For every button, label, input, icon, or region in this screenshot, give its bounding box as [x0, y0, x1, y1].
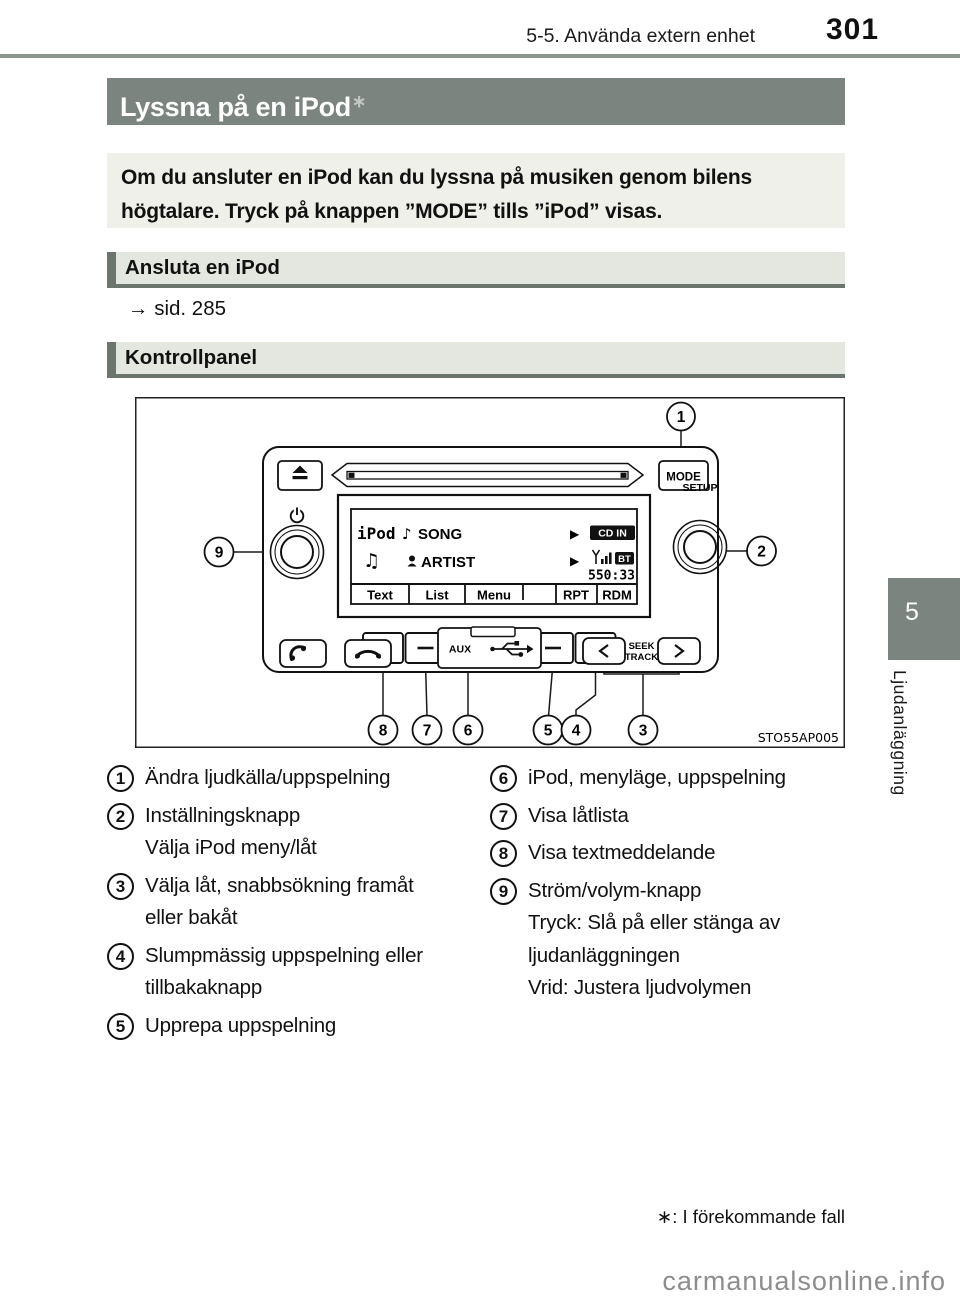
watermark: carmanualsonline.info — [662, 1266, 946, 1296]
mode-button-label: MODE — [666, 471, 701, 484]
source-label: iPod — [357, 524, 396, 543]
header-section-title: 5-5. Använda extern enhet — [526, 25, 755, 47]
tab-menu: Menu — [477, 587, 511, 603]
legend-column-right — [490, 762, 862, 1010]
callout-7-number: 7 — [422, 722, 432, 740]
legend-item — [107, 1010, 489, 1043]
callout-number: 3 — [107, 873, 134, 900]
callout-2-number: 2 — [757, 543, 766, 561]
legend-text: Slumpmässig uppspelning eller tillbakaknapp — [145, 943, 423, 999]
legend-item — [490, 762, 862, 795]
aux-usb-panel — [438, 627, 541, 668]
music-notes-icon: ♫ — [363, 550, 381, 572]
callout-number: 5 — [107, 1013, 134, 1040]
legend-item — [490, 875, 862, 1005]
eject-button — [278, 461, 322, 490]
callout-number: 1 — [107, 765, 134, 792]
callout-number: 6 — [490, 765, 517, 792]
legend-text: Välja låt, snabbsökning framåt eller bakåt — [145, 873, 414, 929]
legend-item — [107, 940, 489, 1005]
callout-5-number: 5 — [543, 722, 553, 740]
legend-column-left — [107, 762, 489, 1047]
legend-text: iPod, menyläge, uppspelning — [528, 766, 786, 789]
phone-end-button — [345, 640, 391, 667]
asterisk-mark: ∗ — [351, 92, 366, 111]
tab-list: List — [425, 587, 449, 603]
legend-text: Visa låtlista — [528, 803, 629, 827]
legend-item — [107, 762, 489, 795]
legend-item — [107, 870, 489, 935]
chapter-tab: 5 — [888, 578, 960, 660]
stereo-illustration — [135, 397, 845, 748]
bt-badge-label: BT — [618, 553, 631, 565]
cover-flap — [471, 627, 515, 637]
cd-in-badge-label: CD IN — [598, 527, 627, 540]
header-rule — [0, 54, 960, 58]
callout-1-number: 1 — [676, 409, 686, 426]
legend-text: Ström/volym-knapp Tryck: Slå på eller stänga av ljudanläggningen Vrid: Justera ljudvolymen — [528, 878, 781, 999]
time-counter: 550:33 — [588, 568, 635, 584]
track-label: TRACK — [624, 652, 659, 663]
seek-label: SEEK — [628, 641, 655, 652]
callout-number: 8 — [490, 840, 517, 867]
legend-item — [490, 800, 862, 833]
play-arrow-icon: ▶ — [570, 527, 580, 541]
setup-label: SETUP — [682, 482, 718, 494]
page-title — [107, 78, 845, 125]
aux-label: AUX — [448, 643, 472, 656]
control-panel-diagram — [135, 397, 845, 748]
section-heading-connect: Ansluta en iPod — [107, 252, 845, 288]
tab-text: Text — [367, 587, 393, 603]
chapter-label: Ljudanläggning — [890, 670, 910, 796]
play-arrow-icon-2: ▶ — [570, 554, 580, 568]
seek-back-button — [583, 638, 625, 664]
legend-item — [490, 837, 862, 870]
legend-item — [107, 800, 489, 865]
tab-rdm: RDM — [602, 587, 632, 603]
legend-text: Inställningsknapp Välja iPod meny/låt — [145, 803, 317, 859]
section-heading-control-panel: Kontrollpanel — [107, 342, 845, 378]
callout-9-number: 9 — [214, 544, 224, 562]
song-label: SONG — [418, 526, 463, 543]
footnote: ∗: I förekommande fall — [656, 1206, 845, 1227]
callout-4-number: 4 — [571, 722, 581, 740]
page-number: 301 — [826, 13, 880, 46]
callout-3-number: 3 — [638, 722, 648, 740]
legend-text: Upprepa uppspelning — [145, 1013, 337, 1037]
callout-number: 9 — [490, 878, 517, 905]
intro-box — [107, 153, 845, 228]
callout-number: 4 — [107, 943, 134, 970]
phone-answer-button — [280, 640, 326, 667]
callout-6-number: 6 — [463, 722, 473, 740]
legend-text: Ändra ljudkälla/uppspelning — [145, 766, 391, 789]
artist-label: ARTIST — [421, 554, 476, 571]
callout-8-number: 8 — [378, 722, 388, 740]
figure-code: STO55AP005 — [757, 730, 839, 745]
page-title-text: Lyssna på en iPod — [120, 92, 351, 122]
music-note-icon: ♪ — [402, 525, 412, 543]
cd-slot — [332, 464, 643, 487]
tab-rpt: RPT — [563, 587, 589, 603]
callout-number: 7 — [490, 803, 517, 830]
intro-line-2: högtalare. Tryck på knappen ”MODE” tills ”iPod” visas. — [121, 199, 663, 223]
intro-line-1: Om du ansluter en iPod kan du lyssna på musiken genom bilens — [121, 166, 752, 189]
seek-forward-button — [658, 638, 700, 664]
display-screen — [338, 495, 650, 617]
page-reference: → sid. 285 — [128, 297, 226, 320]
legend-text: Visa textmeddelande — [528, 841, 716, 864]
callout-number: 2 — [107, 803, 134, 830]
